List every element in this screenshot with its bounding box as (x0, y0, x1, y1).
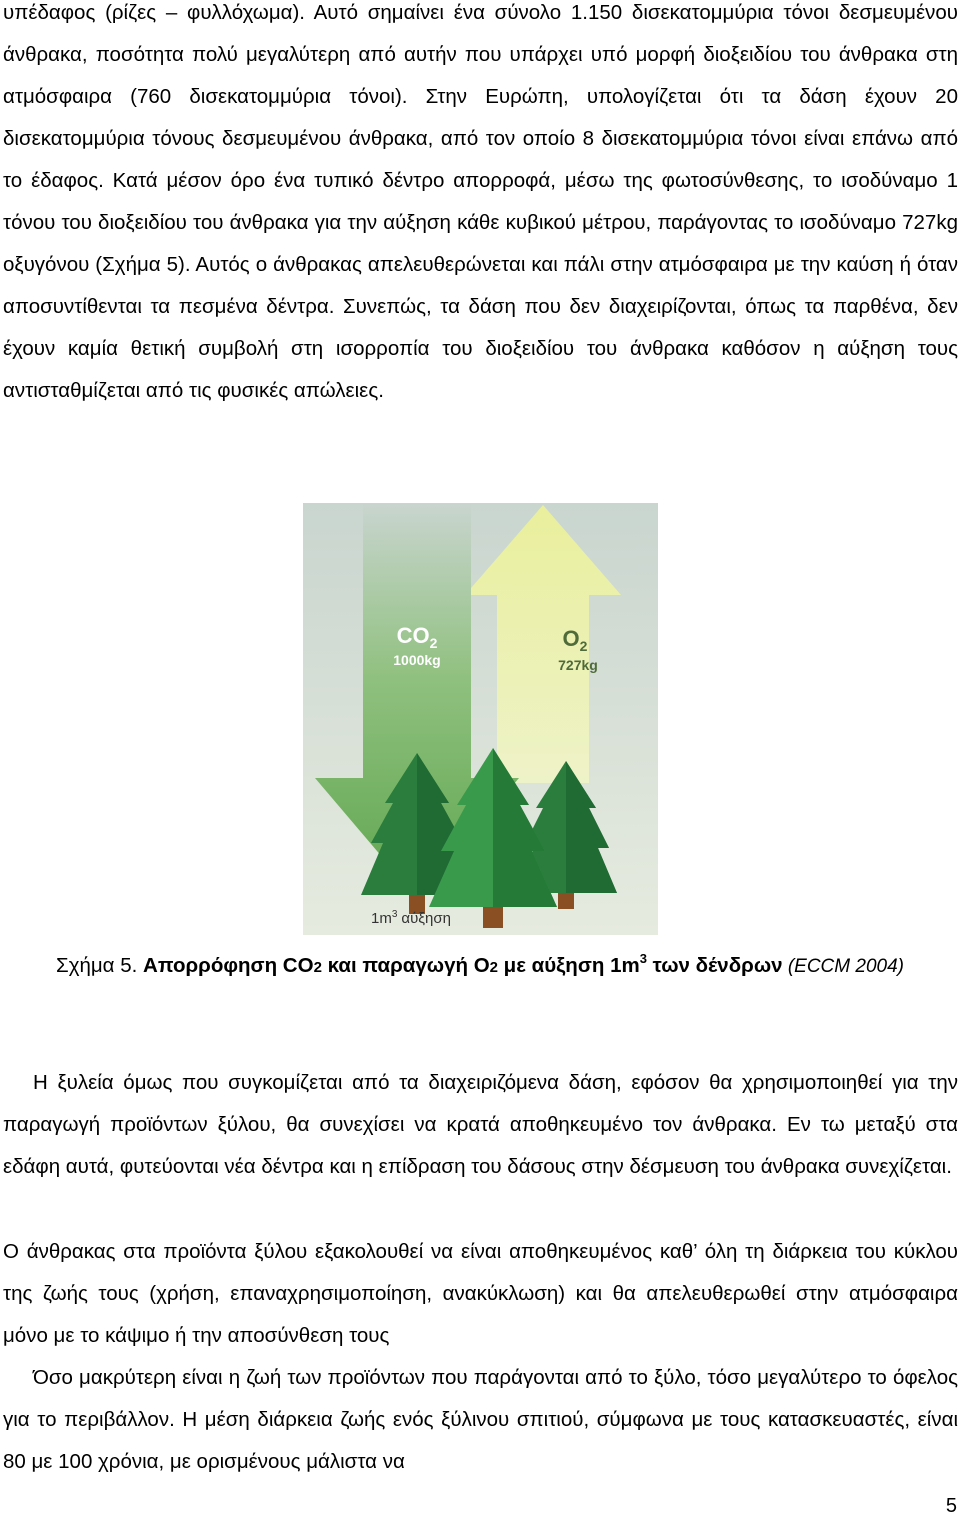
paragraph-wood-products: Ο άνθρακας στα προϊόντα ξύλου εξακολουθεί να είναι αποθηκευμένος καθ’ όλη τη διάρκεια του κύκλου της ζωής τους (χρήση, επαναχρησιμοποίηση, ανακύκλωση) και θα απελευθερωθεί στην ατμόσφαιρα μόνο με το κάψιμο ή την αποσύνθεση τους (3, 1240, 958, 1347)
caption-title: Απορρόφηση CO2 και παραγωγή O2 με αύξηση $1m^3$ των δένδρων (143, 951, 783, 977)
caption-source: (ECCM 2004) (782, 956, 904, 977)
paragraph-carbon-storage: υπέδαφος (ρίζες – φυλλόχωμα). Αυτό σημαίνει ένα σύνολο 1.150 δισεκατομμύρια τόνοι δεσμευμένου άνθρακα, ποσότητα πολύ μεγαλύτερη από αυτήν που υπάρχει υπό μορφή διοξειδίου του άνθρακα στη ατμόσφαιρα (760 δισεκατομμύρια τόνοι). Στην Ευρώπη, υπολογίζεται ότι τα δάση έχουν 20 δισεκατομμύρια τόνους δεσμευμένου άνθρακα, από τον οποίο 8 δισεκατομμύρια τόνοι είναι επάνω από το έδαφος. Κατά μέσον όρο ένα τυπικό δέντρο απορροφά, μέσω της φωτοσύνθεσης, το ισοδύναμο 1 τόνου του διοξειδίου του άνθρακα για την αύξηση κάθε κυβικού μέτρου, παράγοντας το ισοδύναμο 727kg οξυγόνου (Σχήμα 5). Αυτός ο άνθρακας απελευθερώνεται και πάλι στην ατμόσφαιρα με την καύση ή όταν αποσυντίθενται τα πεσμένα δέντρα. Συνεπώς, τα δάση που δεν διαχειρίζονται, όπως τα παρθένα, δεν έχουν καμία θετική συμβολή στη ισορροπία του διοξειδίου του άνθρακα καθόσον η αύξηση τους αντισταθμίζεται από τις φυσικές απώλειες. (3, 1, 958, 402)
paragraph-harvested-timber: Η ξυλεία όμως που συγκομίζεται από τα διαχειριζόμενα δάση, εφόσον θα χρησιμοποιηθεί για την παραγωγή προϊόντων ξύλου, θα συνεχίσει να κρατά αποθηκευμένο τον άνθρακα. Εν τω μεταξύ στα εδάφη αυτά, φυτεύονται νέα δέντρα και η επίδραση του δάσους στην δέσμευση του άνθρακα συνεχίζεται. (3, 1071, 958, 1178)
figure-co2-absorption (303, 503, 658, 935)
figure-caption (0, 945, 960, 989)
caption-lead: Σχήμα 5. (56, 954, 144, 977)
page-number: 5 (945, 1495, 957, 1517)
paragraph-product-lifespan: Όσο μακρύτερη είναι η ζωή των προϊόντων που παράγονται από το ξύλο, τόσο μεγαλύτερο το όφελος για το περιβάλλον. Η μέση διάρκεια ζωής ενός ξύλινου σπιτιού, σύμφωνα με τους κατασκευαστές, είναι 80 με 100 χρόνια, με ορισμένους μάλιστα να (3, 1366, 958, 1473)
o2-label: $O_2$ (562, 626, 588, 654)
o2-amount: 727kg (558, 657, 598, 673)
co2-amount: 1000kg (393, 652, 441, 668)
growth-label: $1m^3$ αύξηση (371, 909, 451, 927)
co2-label: $CO_2$ (396, 623, 438, 651)
